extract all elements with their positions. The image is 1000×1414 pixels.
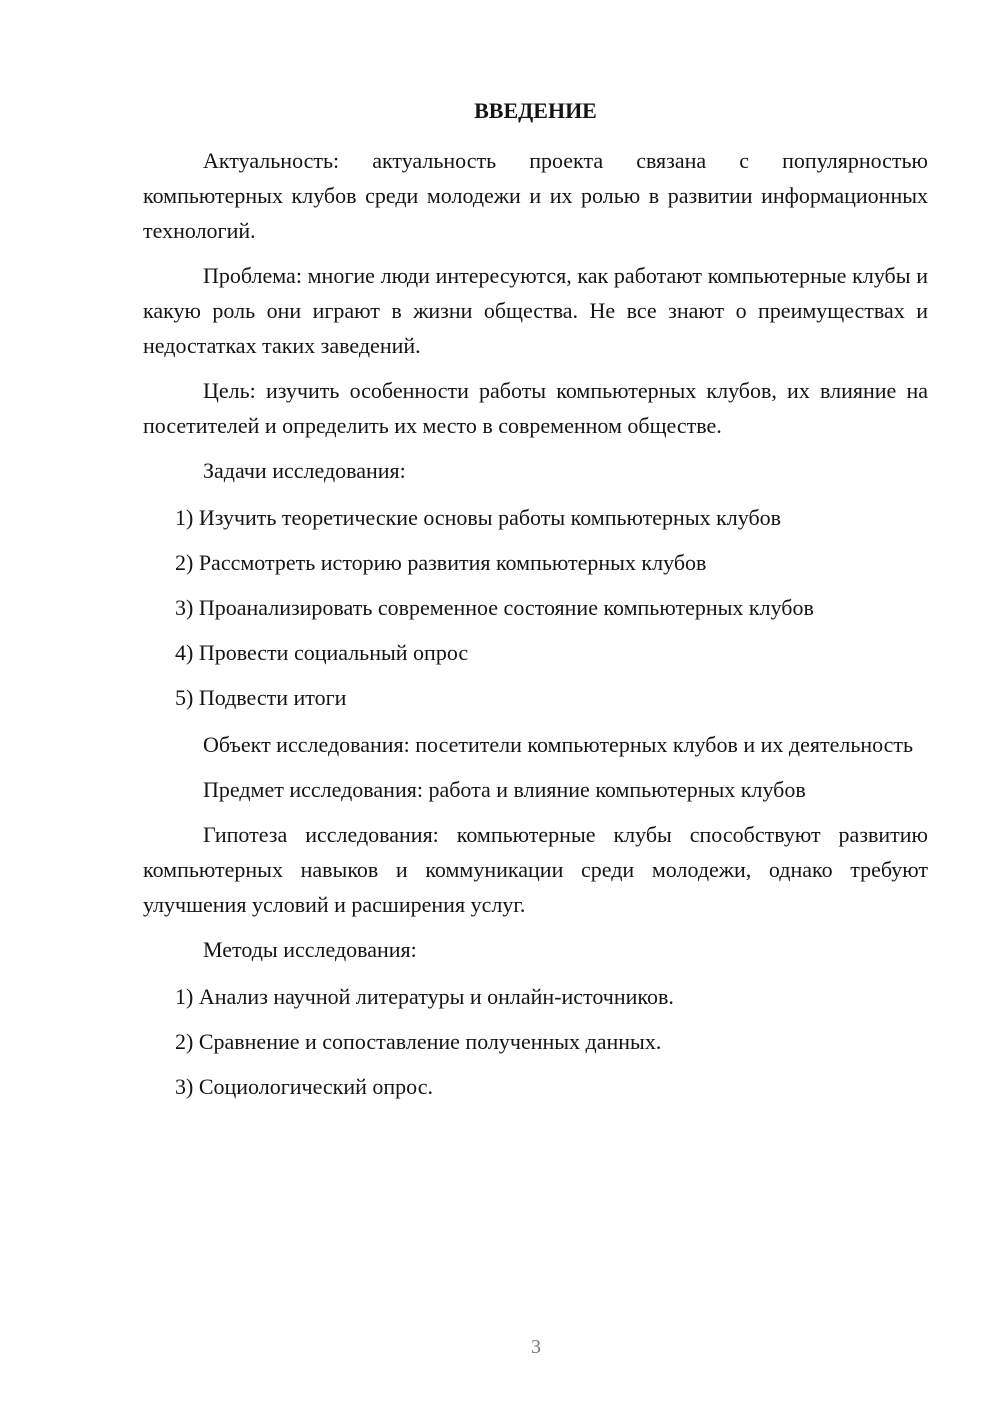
methods-list: [143, 979, 928, 1104]
document-page: [143, 95, 928, 1116]
paragraph-relevance: Актуальность: актуальность проекта связана с популярностью компьютерных клубов среди молодежи и их ролью в развитии информационных технологий.: [143, 148, 928, 243]
paragraph-object: Объект исследования: посетители компьютерных клубов и их деятельность: [203, 732, 914, 757]
tasks-list: [143, 500, 928, 715]
paragraph-goal: Цель: изучить особенности работы компьютерных клубов, их влияние на посетителей и определить их место в современном обществе.: [143, 378, 928, 438]
paragraph-hypothesis: Гипотеза исследования: компьютерные клубы способствуют развитию компьютерных навыков и коммуникации среди молодежи, однако требуют улучшения условий и расширения услуг.: [143, 822, 928, 917]
section-heading: ВВЕДЕНИЕ: [474, 98, 597, 123]
paragraph-problem: Проблема: многие люди интересуются, как работают компьютерные клубы и какую роль они играют в жизни общества. Не все знают о преимуществах и недостатках таких заведений.: [143, 263, 928, 358]
list-item: 3) Проанализировать современное состояние компьютерных клубов: [175, 595, 814, 620]
list-item: 2) Сравнение и сопоставление полученных данных.: [175, 1029, 662, 1054]
list-item: 5) Подвести итоги: [175, 685, 347, 710]
list-item: 1) Анализ научной литературы и онлайн-источников.: [175, 984, 674, 1009]
tasks-title: Задачи исследования:: [203, 458, 406, 483]
list-item: 2) Рассмотреть историю развития компьютерных клубов: [175, 550, 707, 575]
methods-title: Методы исследования:: [203, 937, 417, 962]
list-item: 1) Изучить теоретические основы работы компьютерных клубов: [175, 505, 782, 530]
list-item: 3) Социологический опрос.: [175, 1074, 433, 1099]
paragraph-subject: Предмет исследования: работа и влияние компьютерных клубов: [203, 777, 806, 802]
list-item: 4) Провести социальный опрос: [175, 640, 469, 665]
page-number: 3: [531, 1336, 541, 1358]
